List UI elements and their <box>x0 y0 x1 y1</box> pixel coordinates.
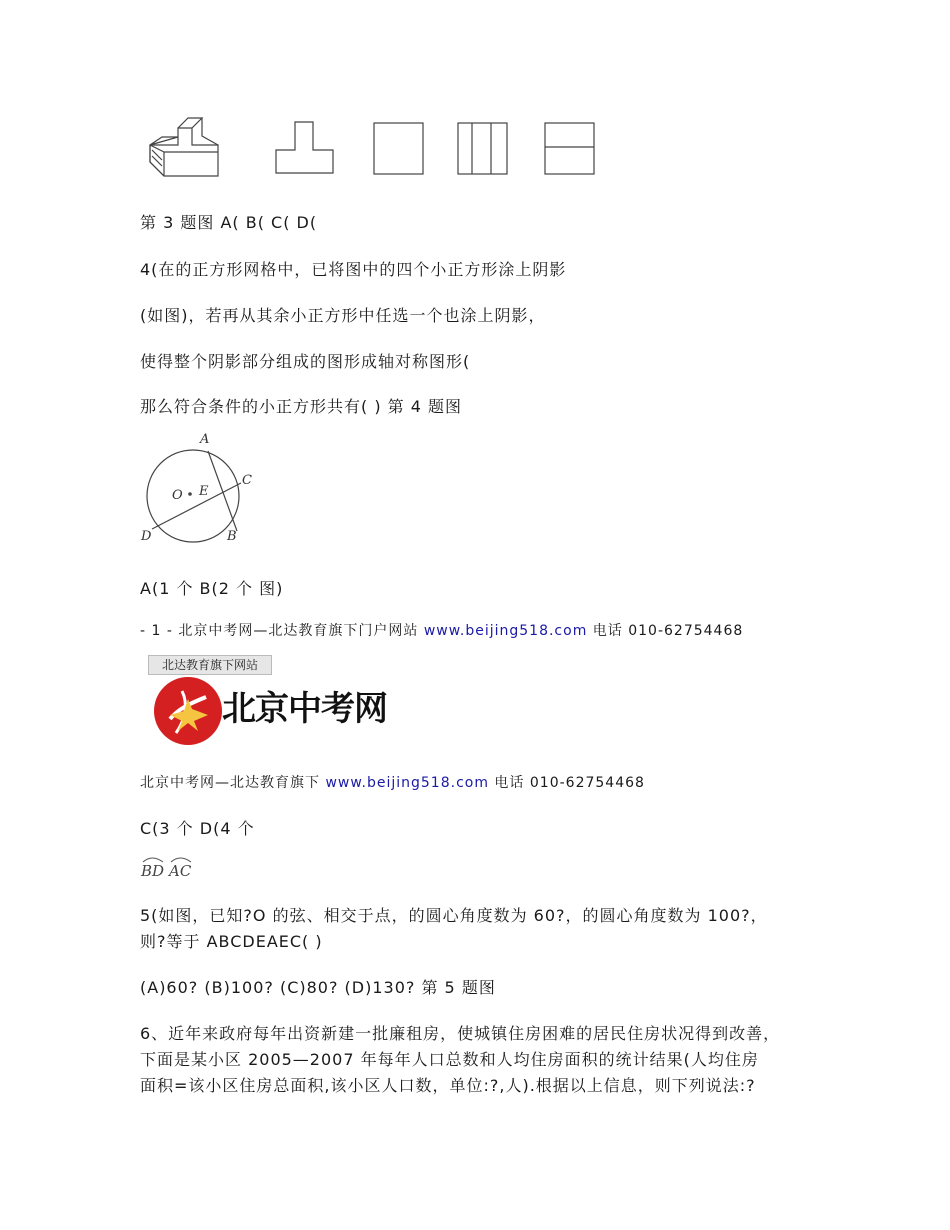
label-c: C <box>242 473 252 488</box>
q6-text-line2: 下面是某小区 2005—2007 年每年人口总数和人均住房面积的统计结果(人均住房 <box>140 1050 759 1069</box>
footer-1-prefix: - 1 - 北京中考网—北达教育旗下门户网站 <box>140 623 424 639</box>
q5-text-line2: 则?等于 ABCDEAEC( ) <box>140 932 323 951</box>
q4-options-cd: C(3 个 D(4 个 <box>140 819 255 838</box>
q4-text-line1: 4(在的正方形网格中，已将图中的四个小正方形涂上阴影 <box>140 260 567 279</box>
q3-option-c <box>458 123 507 174</box>
q5-text-line1: 5(如图，已知?O 的弦、相交于点，的圆心角度数为 60?，的圆心角度数为 100?， <box>140 906 768 925</box>
label-e: E <box>199 484 209 499</box>
q6-text-line3: 面积=该小区住房总面积,该小区人口数，单位:?,人).根据以上信息，则下列说法:? <box>140 1076 756 1095</box>
q6-text-line1: 6、近年来政府每年出资新建一批廉租房，使城镇住房困难的居民住房状况得到改善， <box>140 1024 781 1043</box>
circle-figure <box>138 428 258 546</box>
footer-2-prefix: 北京中考网—北达教育旗下 <box>140 775 326 791</box>
q4-text-line2: (如图)，若再从其余小正方形中任选一个也涂上阴影， <box>140 306 546 325</box>
logo-emblem <box>152 675 224 747</box>
label-o: O <box>172 488 183 503</box>
q3-option-a <box>276 122 333 173</box>
q4-options-ab: A(1 个 B(2 个 图) <box>140 579 284 598</box>
label-d: D <box>141 529 152 544</box>
logo-text: 北京中考网 <box>222 689 387 729</box>
q4-text-line4: 那么符合条件的小正方形共有( ) 第 4 题图 <box>140 397 463 416</box>
q3-option-d <box>545 123 594 174</box>
label-a: A <box>200 432 210 447</box>
q3-figures <box>140 110 610 185</box>
q4-text-line3: 使得整个阴影部分组成的图形成轴对称图形( <box>140 352 471 371</box>
footer-1 <box>140 620 743 640</box>
label-b: B <box>227 529 237 544</box>
q5-options: (A)60? (B)100? (C)80? (D)130? 第 5 题图 <box>140 978 496 997</box>
footer-2-link[interactable]: www.beijing518.com <box>325 775 489 791</box>
arc-ac-label: AC <box>169 862 192 879</box>
footer-2 <box>140 772 645 792</box>
logo-banner: 北达教育旗下网站 <box>148 655 272 675</box>
site-logo <box>148 655 387 747</box>
footer-1-suffix: 电话 010-62754468 <box>587 623 744 639</box>
q3-caption: 第 3 题图 A( B( C( D( <box>140 213 318 232</box>
footer-1-link[interactable]: www.beijing518.com <box>423 623 588 639</box>
q3-solid-figure <box>150 118 218 176</box>
footer-2-suffix: 电话 010-62754468 <box>488 775 645 791</box>
arc-symbols <box>140 853 200 879</box>
q3-option-b <box>374 123 423 174</box>
arc-bd-label: BD <box>141 862 165 879</box>
